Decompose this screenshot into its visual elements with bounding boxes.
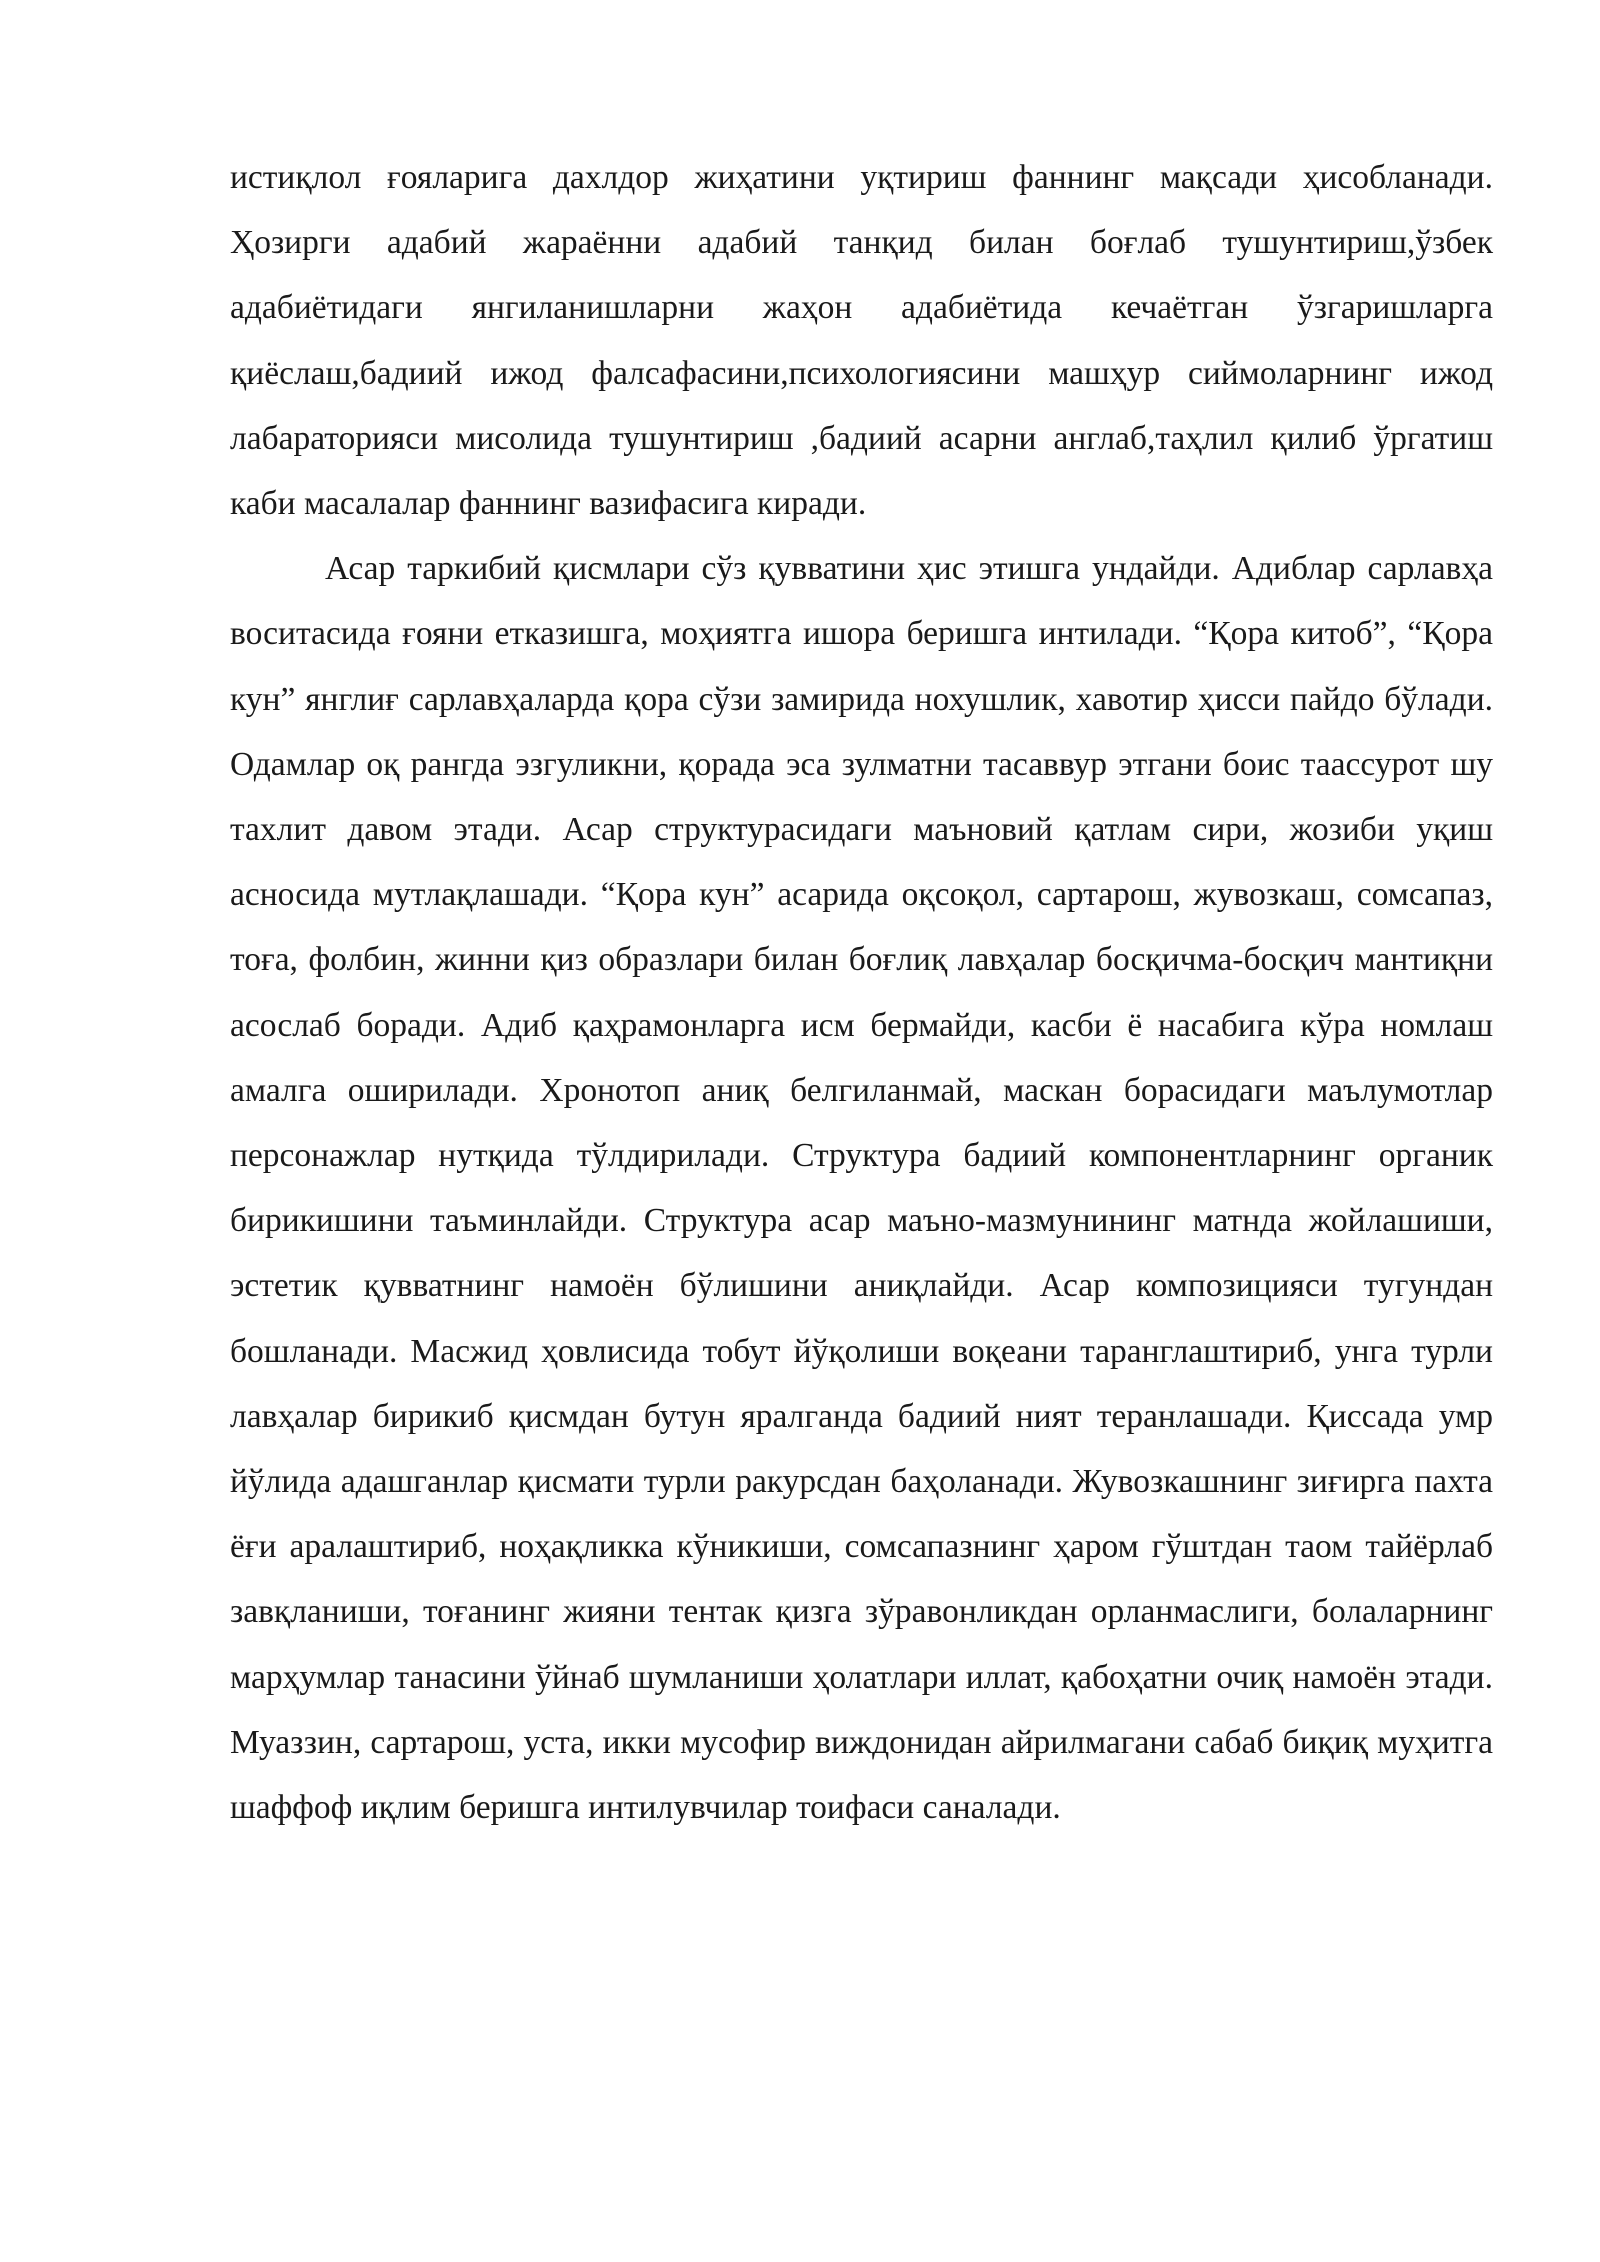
body-text xyxy=(230,145,1493,1840)
paragraph-continuation: истиқлол ғояларига дахлдор жиҳатини уқтириш фаннинг мақсади ҳисобланади. Ҳозирги адабий жараённи адабий танқид билан боғлаб тушунтириш,ўзбек адабиётидаги янгиланишларни жаҳон адабиётида кечаётган ўзгаришларга қиёслаш,бадиий ижод фалсафасини,психологиясини машҳур сиймоларнинг ижод лабараторияси мисолида тушунтириш ,бадиий асарни англаб,таҳлил қилиб ўргатиш каби масалалар фаннинг вазифасига киради. xyxy=(230,159,1493,523)
paragraph-asar-tarkibiy: Асар таркибий қисмлари сўз қувватини ҳис этишга ундайди. Адиблар сарлавҳа воситасида ғояни етказишга, моҳиятга ишора беришга интилади. “Қора китоб”, “Қора кун” янглиғ сарлавҳаларда қора сўзи замирида нохушлик, хавотир ҳисси пайдо бўлади. Одамлар оқ рангда эзгуликни, қорада эса зулматни тасаввур этгани боис таассурот шу тахлит давом этади. Асар структурасидаги маъновий қатлам сири, жозиби уқиш асносида мутлақлашади. “Қора кун” асарида оқсоқол, сартарош, жувозкаш, сомсапаз, тоға, фолбин, жинни қиз образлари билан боғлиқ лавҳалар босқичма-босқич мантиқни асослаб боради. Адиб қаҳрамонларга исм бермайди, касби ё насабига кўра номлаш амалга оширилади. Хронотоп аниқ белгиланмай, маскан борасидаги маълумотлар персонажлар нутқида тўлдирилади. Структура бадиий компонентларнинг органик бирикишини таъминлайди. Структура асар маъно-мазмунининг матнда жойлашиши, эстетик қувватнинг намоён бўлишини аниқлайди. Асар композицияси тугундан бошланади. Масжид ҳовлисида тобут йўқолиши воқеани таранглаштириб, унга турли лавҳалар бирикиб қисмдан бутун яралганда бадиий ният теранлашади. Қиссада умр йўлида адашганлар қисмати турли ракурсдан баҳоланади. Жувозкашнинг зиғирга пахта ёғи аралаштириб, ноҳақликка кўникиши, сомсапазнинг ҳаром гўштдан таом тайёрлаб завқланиши, тоғанинг жияни тентак қизга зўравонликдан орланмаслиги, болаларнинг марҳумлар танасини ўйнаб шумланиши ҳолатлари иллат, қабоҳатни очиқ намоён этади. Муаззин, сартарош, уста, икки мусофир виждонидан айрилмагани сабаб биқиқ муҳитга шаффоф иқлим беришга интилувчилар тоифаси саналади. xyxy=(230,550,1493,1827)
